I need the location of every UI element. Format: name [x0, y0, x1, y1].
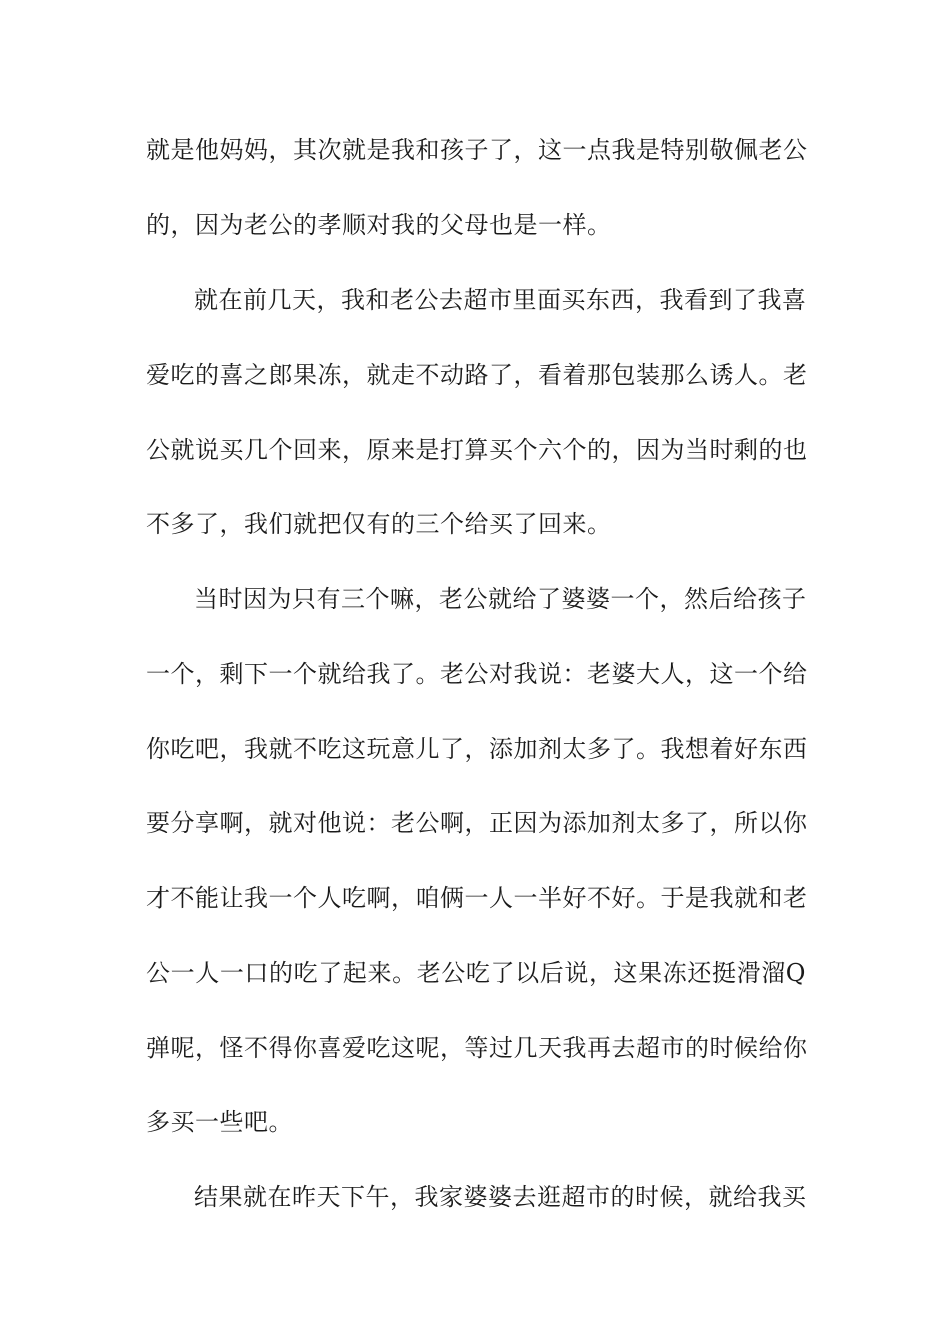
text-line: 就是他妈妈，其次就是我和孩子了，这一点我是特别敬佩老公: [146, 136, 808, 164]
text-line: 弹呢，怪不得你喜爱吃这呢，等过几天我再去超市的时候给你: [146, 1034, 808, 1062]
text-line: 你吃吧，我就不吃这玩意儿了，添加剂太多了。我想着好东西: [146, 735, 808, 763]
text-line: 要分享啊，就对他说：老公啊，正因为添加剂太多了，所以你: [146, 809, 808, 837]
text-line: 才不能让我一个人吃啊，咱俩一人一半好不好。于是我就和老: [146, 884, 808, 912]
text-line: 的，因为老公的孝顺对我的父母也是一样。: [146, 211, 612, 239]
text-line: 结果就在昨天下午，我家婆婆去逛超市的时候，就给我买: [194, 1183, 807, 1211]
text-line: 当时因为只有三个嘛，老公就给了婆婆一个，然后给孩子: [194, 585, 807, 613]
text-line: 不多了，我们就把仅有的三个给买了回来。: [146, 510, 612, 538]
text-line: 多买一些吧。: [146, 1108, 293, 1136]
text-line: 一个，剩下一个就给我了。老公对我说：老婆大人，这一个给: [146, 660, 808, 688]
text-line: 爱吃的喜之郎果冻，就走不动路了，看着那包装那么诱人。老: [146, 361, 808, 389]
text-line: 公就说买几个回来，原来是打算买个六个的，因为当时剩的也: [146, 436, 808, 464]
text-line: 公一人一口的吃了起来。老公吃了以后说，这果冻还挺滑溜Q: [146, 959, 806, 987]
text-line: 就在前几天，我和老公去超市里面买东西，我看到了我喜: [194, 286, 807, 314]
